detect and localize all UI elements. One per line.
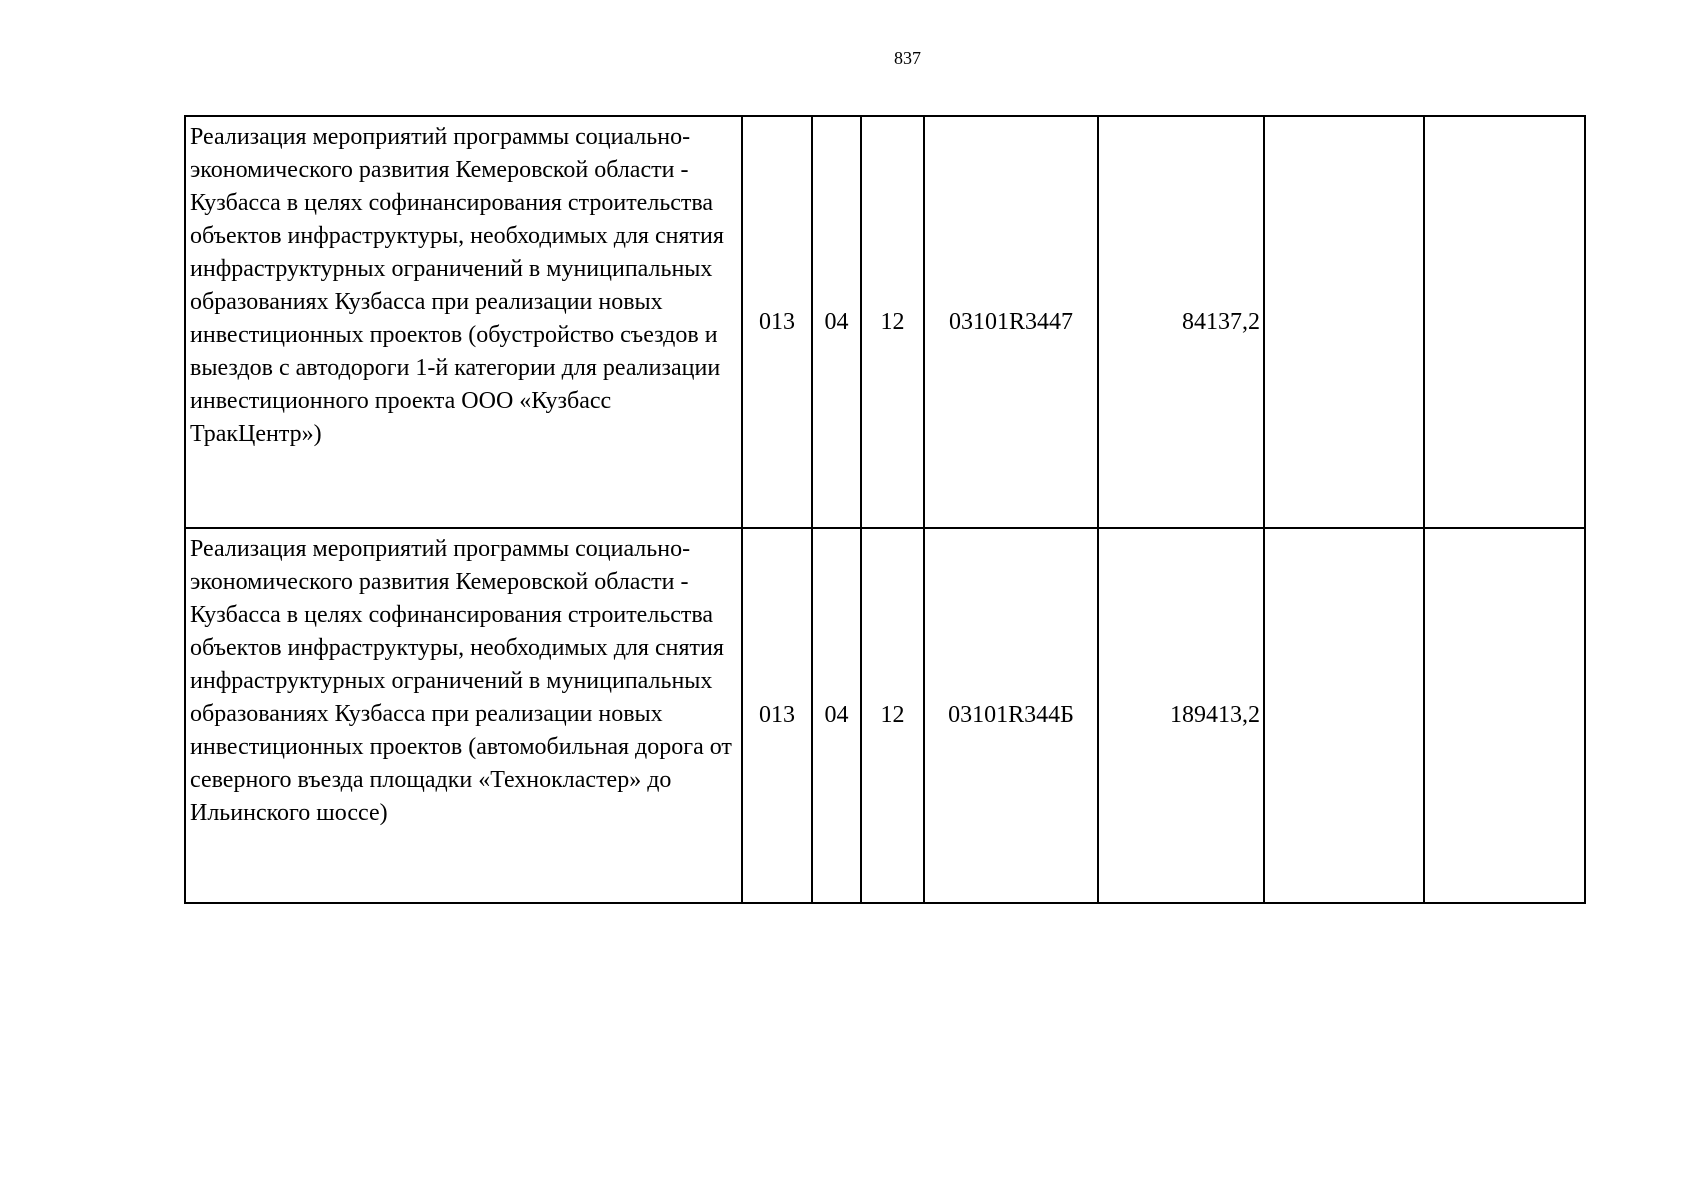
row-description: Реализация мероприятий программы социально-экономического развития Кемеровской области - Кузбасса в целях софинансирования строительства объектов инфраструктуры, необходимых для снятия инфраструктурных ограничений в муниципальных образованиях Кузбасса при реализации новых инвестиционных проектов (обустройство съездов и выездов с автодороги 1-й категории для реализации инвестиционного проекта ООО «Кузбасс ТракЦентр») <box>185 116 742 528</box>
table-row <box>185 528 1585 903</box>
row-empty-cell <box>1264 116 1424 528</box>
row-description: Реализация мероприятий программы социально-экономического развития Кемеровской области - Кузбасса в целях софинансирования строительства объектов инфраструктуры, необходимых для снятия инфраструктурных ограничений в муниципальных образованиях Кузбасса при реализации новых инвестиционных проектов (автомобильная дорога от северного въезда площадки «Технокластер» до Ильинского шоссе) <box>185 528 742 903</box>
row-subsection: 12 <box>861 528 924 903</box>
row-code: 013 <box>742 528 812 903</box>
page-number: 837 <box>894 48 921 68</box>
table-row <box>185 116 1585 528</box>
row-subsection: 12 <box>861 116 924 528</box>
row-section: 04 <box>812 528 861 903</box>
row-target-article: 03101R344Б <box>924 528 1098 903</box>
row-empty-cell <box>1424 116 1585 528</box>
row-empty-cell <box>1424 528 1585 903</box>
row-amount: 84137,2 <box>1098 116 1264 528</box>
row-amount: 189413,2 <box>1098 528 1264 903</box>
row-section: 04 <box>812 116 861 528</box>
row-code: 013 <box>742 116 812 528</box>
row-empty-cell <box>1264 528 1424 903</box>
budget-table <box>184 115 1586 904</box>
row-target-article: 03101R3447 <box>924 116 1098 528</box>
